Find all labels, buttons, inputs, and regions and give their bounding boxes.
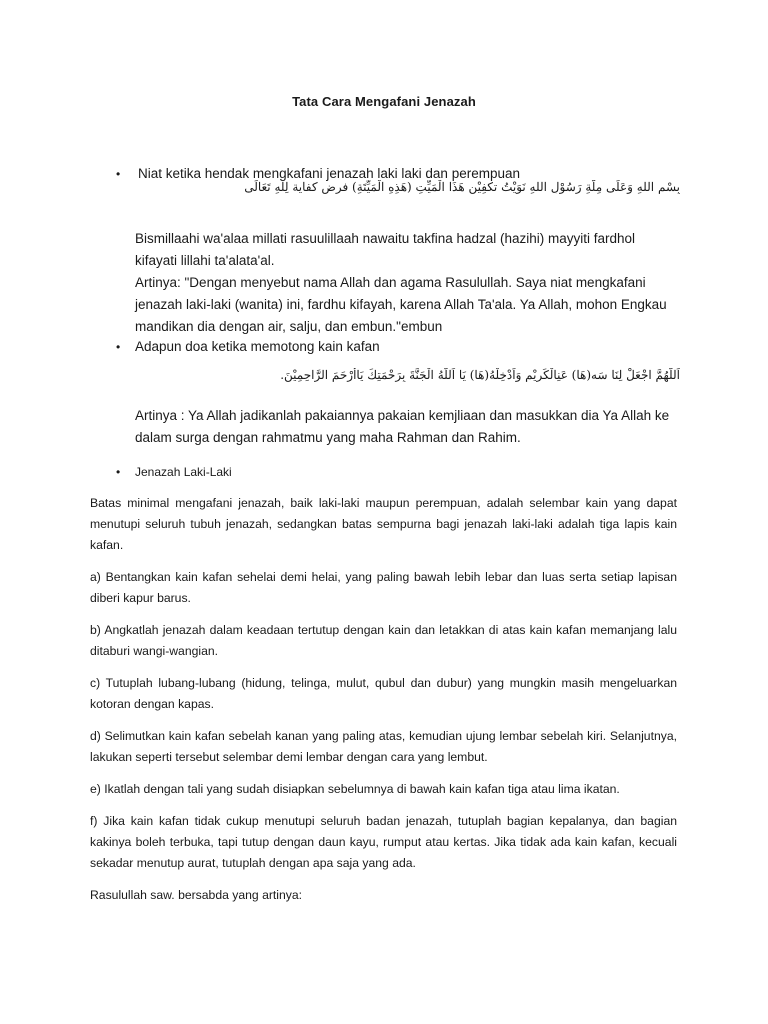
paragraph-batas-minimal: Batas minimal mengafani jenazah, baik laki-laki maupun perempuan, adalah selembar kain yang dapat menutupi seluruh tubuh jenazah, sedangkan batas sempurna bagi jenazah laki-laki adalah tiga lapis kain kafan.	[90, 496, 677, 552]
bullet-glyph: •	[116, 167, 121, 181]
doa-meaning-text: Artinya : Ya Allah jadikanlah pakaiannya pakaian kemjliaan dan masukkan dia Ya Allah ke dalam surga dengan rahmatmu yang maha Rahman dan Rahim.	[135, 408, 670, 445]
paragraph-step-a: a) Bentangkan kain kafan sehelai demi helai, yang paling bawah lebih lebar dan luas serta setiap lapisan diberi kapur barus.	[90, 570, 677, 605]
jenazah-heading: Jenazah Laki-Laki	[135, 465, 232, 479]
niat-latin-text: Bismillaahi wa'alaa millati rasuulillaah nawaitu takfina hadzal (hazihi) mayyiti fardhol kifayati lillahi ta'alata'al.	[135, 231, 636, 268]
doa-heading: Adapun doa ketika memotong kain kafan	[135, 339, 380, 354]
page-title: Tata Cara Mengafani Jenazah	[292, 94, 476, 109]
paragraph-step-c: c) Tutuplah lubang-lubang (hidung, telinga, mulut, qubul dan dubur) yang mungkin masih mengeluarkan kotoran dengan kapas.	[90, 676, 677, 711]
bullet-glyph: •	[116, 340, 121, 354]
doa-arabic-text: اَللَّهُمَّ اجْعَلْ لِنَا سَه(هَا) عَنِالْكَرِيْمِ وَاَدْخِلْهُ(هَا) يَا اَللَّهُ الْجَنَّةَ بِرَحْمَتِكَ يَاأَرْحَمَ الرَّاحِمِيْنَ.	[280, 368, 680, 382]
paragraph-step-b: b) Angkatlah jenazah dalam keadaan tertutup dengan kain dan letakkan di atas kain kafan memanjang lalu ditaburi wangi-wangian.	[90, 623, 677, 658]
niat-meaning-text: Artinya: "Dengan menyebut nama Allah dan agama Rasulullah. Saya niat mengkafani jenazah laki-laki (wanita) ini, fardhu kifayah, karena Allah Ta'ala. Ya Allah, mohon Engkau mandikan dia dengan air, salju, dan embun."embun	[135, 275, 667, 334]
paragraph-rasulullah: Rasulullah saw. bersabda yang artinya:	[90, 888, 303, 902]
paragraph-step-f: f) Jika kain kafan tidak cukup menutupi seluruh badan jenazah, tutuplah bagian kepalanya, dan bagian kakinya boleh terbuka, tapi tutup dengan daun kayu, rumput atau kertas. Jika tidak ada kain kafan, kecuali sekadar menutup aurat, tutuplah dengan apa saja yang ada.	[90, 814, 677, 870]
paragraph-step-d: d) Selimutkan kain kafan sebelah kanan yang paling atas, kemudian ujung lembar sebelah kiri. Selanjutnya, lakukan seperti tersebut selembar demi lembar dengan cara yang lembut.	[90, 729, 677, 764]
niat-arabic-text: بِسْمِ اللهِ وَعَلَى مِلَّةِ رَسُوْلِ اللهِ نَوَيْتُ تكفِيْن هَذَا الْمَيِّتِ (هَذِهِ الْمَيِّتَةِ) فرض كفاية لِلهِ تَعَالَى	[244, 180, 680, 194]
niat-heading: Niat ketika hendak mengkafani jenazah laki laki dan perempuan	[138, 166, 520, 181]
bullet-glyph: •	[116, 465, 121, 479]
paragraph-step-e: e) Ikatlah dengan tali yang sudah disiapkan sebelumnya di bawah kain kafan tiga atau lima ikatan.	[90, 782, 620, 796]
